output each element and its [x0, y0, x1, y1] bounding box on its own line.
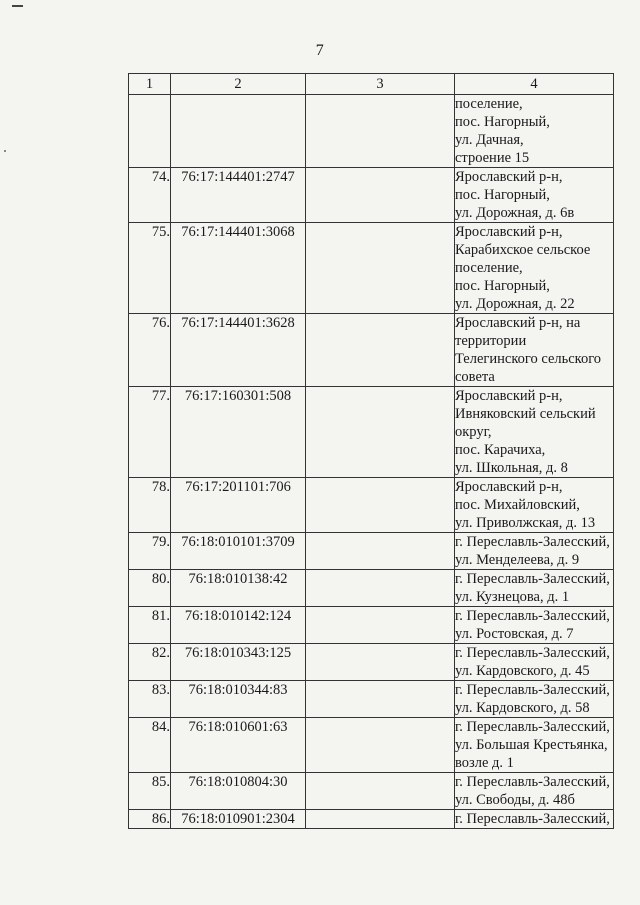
row-number: 75. — [129, 223, 171, 314]
address-line: поселение, — [455, 260, 523, 276]
row-number: 76. — [129, 314, 171, 387]
column-header: 3 — [306, 74, 455, 95]
column-3-cell — [306, 570, 455, 607]
cadastral-number: 76:18:010601:63 — [171, 718, 306, 773]
table-row — [129, 533, 614, 570]
row-number: 83. — [129, 681, 171, 718]
table-header-row — [129, 74, 614, 95]
table-row — [129, 95, 614, 168]
table-row — [129, 773, 614, 810]
address-cell — [455, 773, 614, 810]
table-row — [129, 607, 614, 644]
address-line: возле д. 1 — [455, 755, 514, 771]
address-line: поселение, — [455, 96, 523, 112]
address-cell — [455, 533, 614, 570]
row-number: 78. — [129, 478, 171, 533]
address-cell — [455, 95, 614, 168]
address-cell — [455, 810, 614, 829]
row-number: 77. — [129, 387, 171, 478]
address-line: Телегинского сельского — [455, 351, 602, 367]
column-3-cell — [306, 223, 455, 314]
page-number: 7 — [315, 42, 325, 59]
column-3-cell — [306, 810, 455, 829]
table-row — [129, 478, 614, 533]
address-line: ул. Кузнецова, д. 1 — [455, 589, 570, 605]
table-body — [129, 95, 614, 829]
address-line: Карабихское сельское — [455, 242, 591, 258]
address-line: Ярославский р-н, — [455, 479, 563, 495]
table-row — [129, 387, 614, 478]
address-line: строение 15 — [455, 150, 530, 166]
row-number: 86. — [129, 810, 171, 829]
scan-artifact-mark — [12, 5, 23, 7]
address-line: территории — [455, 333, 527, 349]
address-line: ул. Кардовского, д. 58 — [455, 700, 590, 716]
address-line: г. Переславль-Залесский, — [455, 534, 610, 550]
column-header: 4 — [455, 74, 614, 95]
address-cell — [455, 314, 614, 387]
address-line: ул. Приволжская, д. 13 — [455, 515, 596, 531]
column-3-cell — [306, 718, 455, 773]
address-line: ул. Ростовская, д. 7 — [455, 626, 574, 642]
row-number — [129, 95, 171, 168]
address-line: г. Переславль-Залесский, — [455, 811, 610, 827]
address-line: ул. Свободы, д. 48б — [455, 792, 575, 808]
address-cell — [455, 387, 614, 478]
address-line: г. Переславль-Залесский, — [455, 571, 610, 587]
column-3-cell — [306, 681, 455, 718]
column-3-cell — [306, 607, 455, 644]
address-cell — [455, 644, 614, 681]
address-cell — [455, 681, 614, 718]
address-cell — [455, 570, 614, 607]
cadastral-number: 76:17:144401:3628 — [171, 314, 306, 387]
address-line: ул. Менделеева, д. 9 — [455, 552, 580, 568]
address-line: ул. Большая Крестьянка, — [455, 737, 608, 753]
column-header: 1 — [129, 74, 171, 95]
address-line: пос. Карачиха, — [455, 442, 546, 458]
address-line: Ярославский р-н, — [455, 169, 563, 185]
address-line: г. Переславль-Залесский, — [455, 645, 610, 661]
column-3-cell — [306, 387, 455, 478]
address-cell — [455, 168, 614, 223]
column-3-cell — [306, 168, 455, 223]
column-3-cell — [306, 95, 455, 168]
address-line: ул. Дачная, — [455, 132, 524, 148]
cadastral-number: 76:17:144401:2747 — [171, 168, 306, 223]
cadastral-number — [171, 95, 306, 168]
address-line: пос. Нагорный, — [455, 187, 550, 203]
cadastral-number: 76:18:010344:83 — [171, 681, 306, 718]
row-number: 74. — [129, 168, 171, 223]
address-cell — [455, 718, 614, 773]
address-line: ул. Дорожная, д. 22 — [455, 296, 575, 312]
cadastral-number: 76:18:010901:2304 — [171, 810, 306, 829]
table-row — [129, 314, 614, 387]
address-cell — [455, 607, 614, 644]
address-line: округ, — [455, 424, 492, 440]
row-number: 81. — [129, 607, 171, 644]
table-row — [129, 681, 614, 718]
row-number: 80. — [129, 570, 171, 607]
column-header: 2 — [171, 74, 306, 95]
row-number: 85. — [129, 773, 171, 810]
column-3-cell — [306, 478, 455, 533]
table-row — [129, 718, 614, 773]
address-cell — [455, 478, 614, 533]
address-line: пос. Нагорный, — [455, 114, 550, 130]
address-line: г. Переславль-Залесский, — [455, 774, 610, 790]
cadastral-number: 76:18:010138:42 — [171, 570, 306, 607]
address-line: ул. Кардовского, д. 45 — [455, 663, 590, 679]
scan-artifact-dot — [4, 150, 6, 152]
cadastral-number: 76:17:201101:706 — [171, 478, 306, 533]
address-line: г. Переславль-Залесский, — [455, 719, 610, 735]
row-number: 82. — [129, 644, 171, 681]
cadastral-number: 76:18:010101:3709 — [171, 533, 306, 570]
cadastral-number: 76:18:010343:125 — [171, 644, 306, 681]
column-3-cell — [306, 314, 455, 387]
address-line: Ярославский р-н, на — [455, 315, 581, 331]
address-line: совета — [455, 369, 495, 385]
registry-table — [128, 73, 614, 829]
address-line: г. Переславль-Залесский, — [455, 608, 610, 624]
column-3-cell — [306, 533, 455, 570]
address-cell — [455, 223, 614, 314]
column-3-cell — [306, 644, 455, 681]
address-line: г. Переславль-Залесский, — [455, 682, 610, 698]
address-line: Ярославский р-н, — [455, 388, 563, 404]
cadastral-number: 76:18:010142:124 — [171, 607, 306, 644]
column-3-cell — [306, 773, 455, 810]
table-row — [129, 168, 614, 223]
address-line: пос. Михайловский, — [455, 497, 580, 513]
address-line: ул. Школьная, д. 8 — [455, 460, 568, 476]
row-number: 84. — [129, 718, 171, 773]
cadastral-number: 76:18:010804:30 — [171, 773, 306, 810]
cadastral-number: 76:17:160301:508 — [171, 387, 306, 478]
table-row — [129, 223, 614, 314]
address-line: ул. Дорожная, д. 6в — [455, 205, 575, 221]
address-line: Ивняковский сельский — [455, 406, 596, 422]
table-row — [129, 644, 614, 681]
cadastral-number: 76:17:144401:3068 — [171, 223, 306, 314]
table-row — [129, 810, 614, 829]
address-line: Ярославский р-н, — [455, 224, 563, 240]
row-number: 79. — [129, 533, 171, 570]
address-line: пос. Нагорный, — [455, 278, 550, 294]
table-row — [129, 570, 614, 607]
